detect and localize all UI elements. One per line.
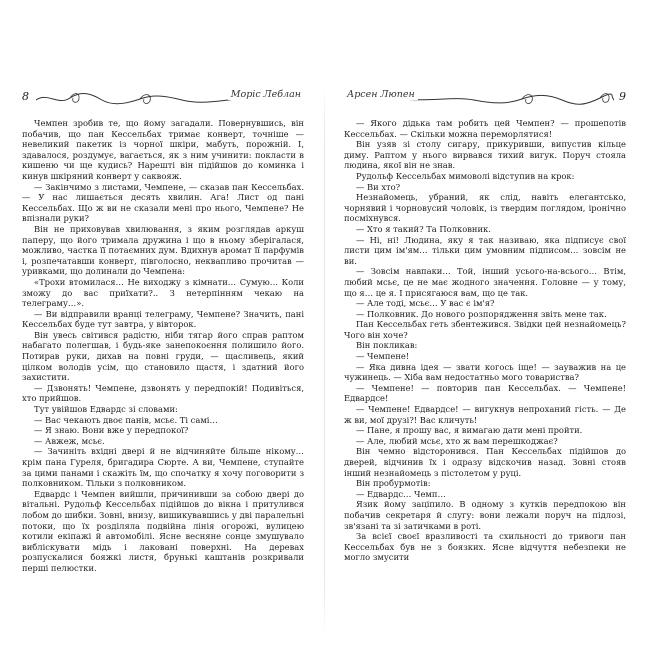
paragraph: — Зовсім навпаки… Той, інший усього-на-всього… Втім, любий мсьє, це не має жодного значення. Головне — у тому, що я… це я. І присягаюся вам, що це так. <box>344 266 626 298</box>
paragraph: За всієї своєї вразливості та схильності до тривоги пан Кессельбах був не з боязких. Ясне відчуття небезпеки не могло змусити <box>344 531 626 563</box>
left-page-text <box>22 118 304 574</box>
paragraph: Рудольф Кессельбах мимоволі відступив на крок: <box>356 170 575 181</box>
paragraph: Чемпен зробив те, що йому загадали. Повернувшись, він побачив, що пан Кессельбах тримає конверт, точніше — невеликий пакетик із чорної шкіри, мабуть, порожній. І, здавалося, роздумує, вагається, як з ним учинити: покласти в кишеню чи ще кудись? Нарешті він підійшов до коминка і кинув шкіряний конверт у саквояж. <box>22 118 304 181</box>
paragraph: Язик йому заціпило. В одному з кутків передпокою він побачив секретаря й слугу: вони лежали поруч на підлозі, зв'язані та зі затичками в роті. <box>344 499 626 531</box>
flourish-ornament-icon <box>36 88 236 110</box>
paragraph: — Полковник. До нового розпорядження звіть мене так. <box>356 308 607 319</box>
paragraph: — Ви хто? <box>356 181 401 192</box>
paragraph: — Зачиніть вхідні двері й не відчиняйте більше нікому… крім пана Гуреля, бригадира Сюрте. А ви, Чемпене, ступайте за цими панами і скажіть їм, що спочатку я хочу поговорити з полковником. Тільки з полковником. <box>22 446 304 489</box>
paragraph: — Я знаю. Вони вже у передпокої? <box>34 425 189 436</box>
paragraph: «Трохи втомилася… Не виходжу з кімнати… Сумую… Коли зможу до вас приїхати?.. З нетерпінням чекаю на телеграму…». <box>22 276 304 309</box>
right-page-number: 9 <box>619 90 626 103</box>
paragraph: — Яка дивна ідея — звати когось іще! — зауважив на це чужинець. — Хіба вам недостатньо мого товариства? <box>344 361 626 383</box>
paragraph: — Але, любий мсьє, хто ж вам перешкоджає? <box>356 435 558 446</box>
right-running-head-title: Арсен Люпен <box>344 89 418 100</box>
paragraph: Пан Кессельбах геть збентежився. Звідки цей незнайомець? Чого він хоче? <box>344 319 626 340</box>
paragraph: — Якого дідька там робить цей Чемпен? — прошепотів Кессельбах. — Скільки можна переморлятися! <box>344 118 626 139</box>
left-page-number: 8 <box>22 90 29 103</box>
paragraph: Він увесь світився радістю, ніби тягар його справ раптом набагато полегшав, і будь-яке занепокоєння полишило його. Потирав руки, дихав на повні груди, — щасливець, який цілком володів усім, що становило щастя, і здатний його захистити. <box>22 329 304 383</box>
paragraph: Він покликав: <box>356 340 418 351</box>
right-page <box>344 88 626 636</box>
paragraph: — Чемпене! Едвардсе! — вигукнув непроханий гість. — Де ж ви, мої друзі?! Вас кличуть! <box>344 404 626 425</box>
paragraph: Він узяв зі столу сигару, прикуривши, випустив кільце диму. Раптом у нього вирвався тихий вигук. Поруч стояла людина, якої він не знав. <box>344 139 626 171</box>
paragraph: — Чемпене! — повторив пан Кессельбах. — Чемпене! Едвардсе! <box>344 382 626 404</box>
left-page <box>22 88 304 636</box>
left-running-head-title: Моріс Леблан <box>228 89 304 100</box>
left-running-head <box>22 88 304 118</box>
paragraph: — Хто я такий? Та Полковник. <box>356 223 491 234</box>
book-gutter <box>324 86 325 636</box>
paragraph: — Ні, ні! Людина, яку я так називаю, яка підписує свої листи цим ім'ям… тільки цим умовним підписом… зовсім не ви. <box>344 234 626 266</box>
paragraph: — Закінчимо з листами, Чемпене, — сказав пан Кессельбах. — У нас лишається десять хвилин. Ага! Лист од пані Кессельбах. Що ж ви не сказали мені про нього, Чемпене? Не впізнали руки? <box>22 181 304 224</box>
paragraph: — Едвардс… Чемп… <box>356 488 446 499</box>
paragraph: — Чемпене! <box>356 351 410 362</box>
paragraph: — Пане, я прошу вас, я вимагаю дати мені пройти. <box>356 425 583 436</box>
paragraph: Він чемно відсторонився. Пан Кессельбах підійшов до дверей, відчинив їх і одразу відскочив назад. Зовні стояв інший незнайомець з пістолетом у руці. <box>344 446 626 478</box>
paragraph: — Ви відправили вранці телеграму, Чемпене? Значить, пані Кессельбах буде тут завтра, у вівторок. <box>22 308 304 330</box>
paragraph: — Вас чекають двоє панів, мсьє. Ті самі… <box>34 414 218 425</box>
right-running-head <box>344 88 626 118</box>
right-page-text <box>344 118 626 563</box>
paragraph: Він не приховував хвилювання, з яким розглядав аркуш паперу, що його тримала дружина і що в ньому зберігалася, можливо, частка її потаємних дум. Вдихнув аромат її парфумів і, розпечатавши конверт, півголосно, неквапливо прочитав — уривками, що долинали до Чемпена: <box>22 223 304 277</box>
paragraph: Едвардс і Чемпен вийшли, причинивши за собою двері до вітальні. Рудольф Кессельбах підійшов до вікна і притулився лобом до шибки. Зовні, внизу, вишикувавшись у дві паралельні потоки, що їх розділяла подвійна лінія огорожі, вулицею котили екіпажі й автомобілі. Ясне весняне сонце змушувало вибліскувати мідь і лаковані поверхні. На деревах розпускалися бояжкі листя, брунькі каштанів розкривали перші пелюстки. <box>22 488 304 573</box>
flourish-ornament-icon <box>404 88 614 110</box>
paragraph: — Авжеж, мсьє. <box>34 435 105 446</box>
paragraph: Він пробурмотів: <box>356 478 431 489</box>
paragraph: Незнайомець, убраний, як слід, навіть елегантсько, чорнявий і чорновусий чоловік, із твердим поглядом, іронічно посміхнувся. <box>344 192 626 224</box>
paragraph: — Дзвонять! Чемпене, дзвонять у передпокій! Подивіться, хто прийшов. <box>22 382 304 404</box>
paragraph: — Але тоді, мсьє… У вас є ім'я? <box>356 298 495 309</box>
paragraph: Тут увійшов Едвардс зі словами: <box>34 404 178 415</box>
